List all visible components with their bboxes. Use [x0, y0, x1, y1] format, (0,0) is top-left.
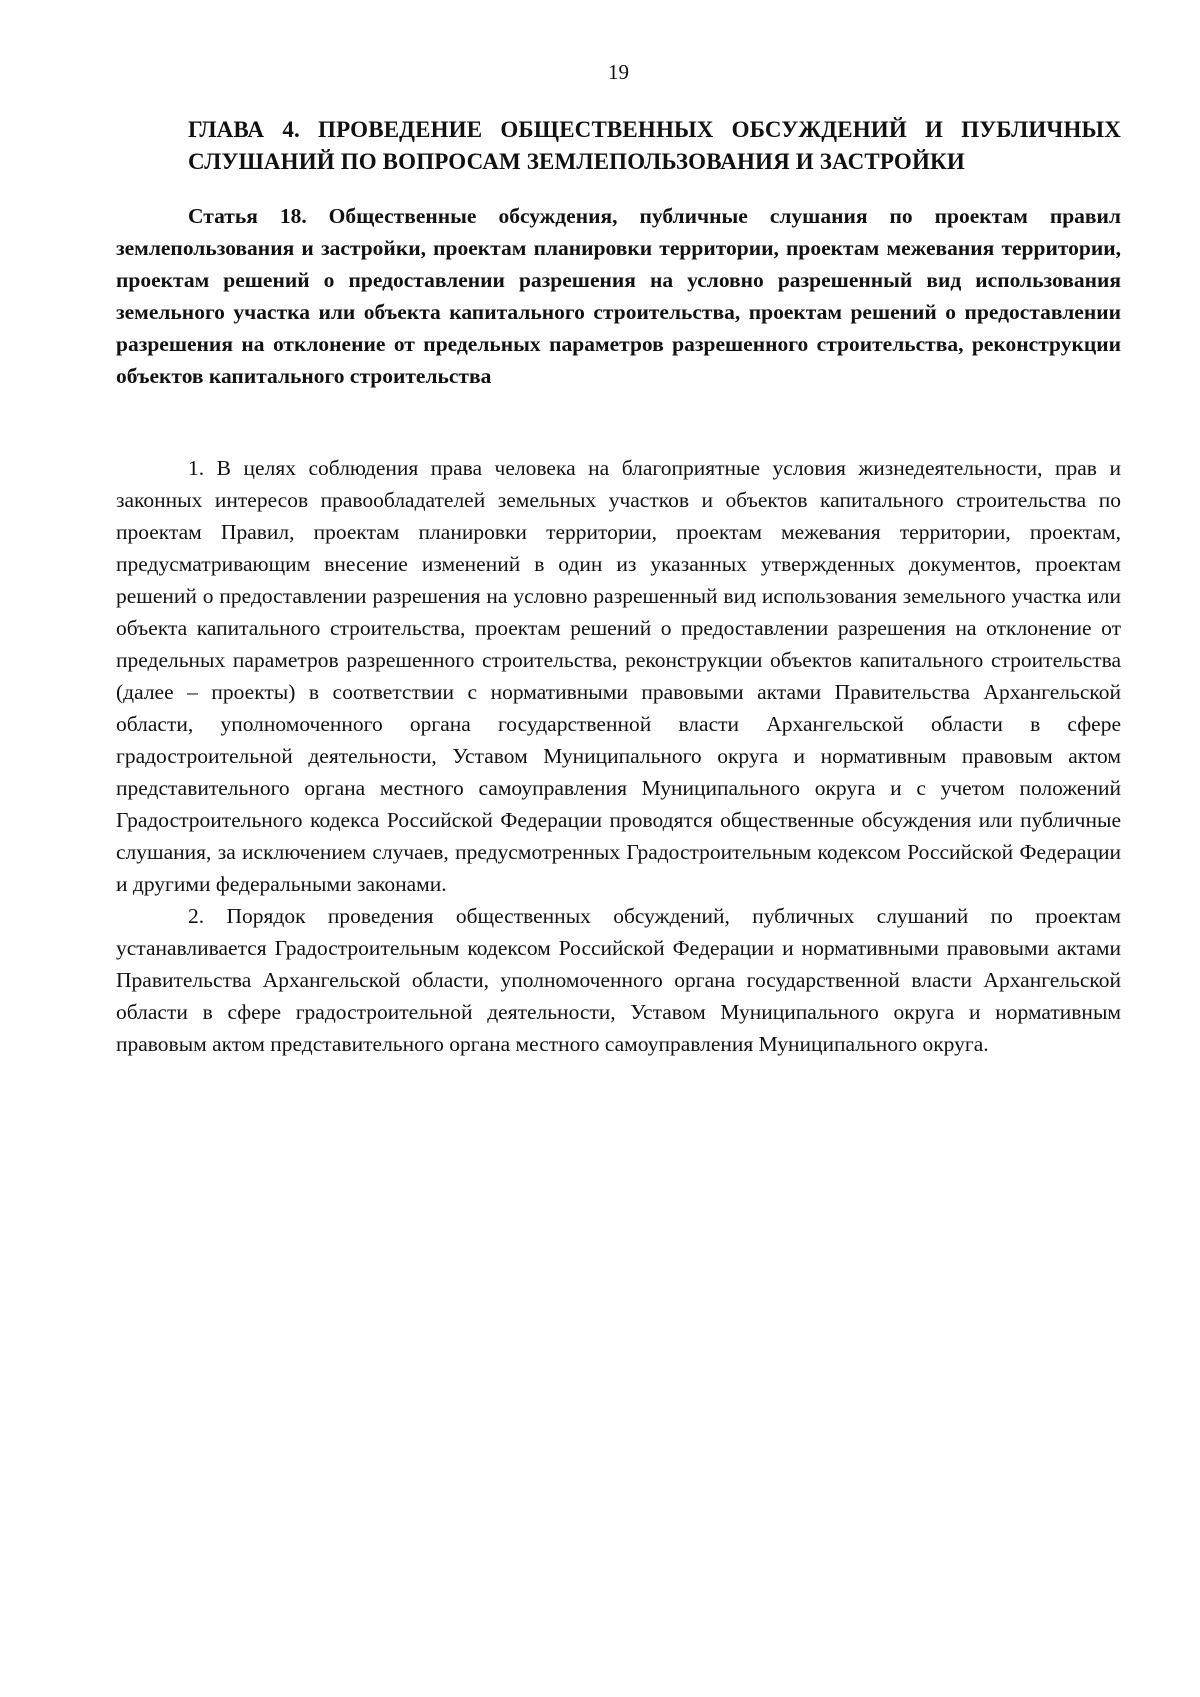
chapter-title: ГЛАВА 4. ПРОВЕДЕНИЕ ОБЩЕСТВЕННЫХ ОБСУЖДЕНИЙ И ПУБЛИЧНЫХ СЛУШАНИЙ ПО ВОПРОСАМ ЗЕМЛЕПОЛЬЗОВАНИЯ И ЗАСТРОЙКИ — [188, 117, 1121, 174]
article-title: Статья 18. Общественные обсуждения, публичные слушания по проектам правил землепользования и застройки, проектам планировки территории, проектам межевания территории, проектам решений о предоставлении разрешения на условно разрешенный вид использования земельного участка или объекта капитального строительства, проектам решений о предоставлении разрешения на отклонение от предельных параметров разрешенного строительства, реконструкции объектов капитального строительства — [116, 204, 1121, 388]
paragraph-2: 2. Порядок проведения общественных обсуждений, публичных слушаний по проектам устанавливается Градостроительным кодексом Российской Федерации и нормативными правовыми актами Правительства Архангельской области, уполномоченного органа государственной власти Архангельской области в сфере градостроительной деятельности, Уставом Муниципального округа и нормативным правовым актом представительного органа местного самоуправления Муниципального округа. — [116, 904, 1121, 1056]
paragraph-1: 1. В целях соблюдения права человека на благоприятные условия жизнедеятельности, прав и законных интересов правообладателей земельных участков и объектов капитального строительства по проектам Правил, проектам планировки территории, проектам межевания территории, проектам, предусматривающим внесение изменений в один из указанных утвержденных документов, проектам решений о предоставлении разрешения на условно разрешенный вид использования земельного участка или объекта капитального строительства, проектам решений о предоставлении разрешения на отклонение от предельных параметров разрешенного строительства, реконструкции объектов капитального строительства (далее – проекты) в соответствии с нормативными правовыми актами Правительства Архангельской области, уполномоченного органа государственной власти Архангельской области в сфере градостроительной деятельности, Уставом Муниципального округа и нормативным правовым актом представительного органа местного самоуправления Муниципального округа и с учетом положений Градостроительного кодекса Российской Федерации проводятся общественные обсуждения или публичные слушания, за исключением случаев, предусмотренных Градостроительным кодексом Российской Федерации и другими федеральными законами. — [116, 456, 1121, 896]
article-body — [116, 452, 1121, 1060]
page-number: 19 — [608, 60, 629, 84]
